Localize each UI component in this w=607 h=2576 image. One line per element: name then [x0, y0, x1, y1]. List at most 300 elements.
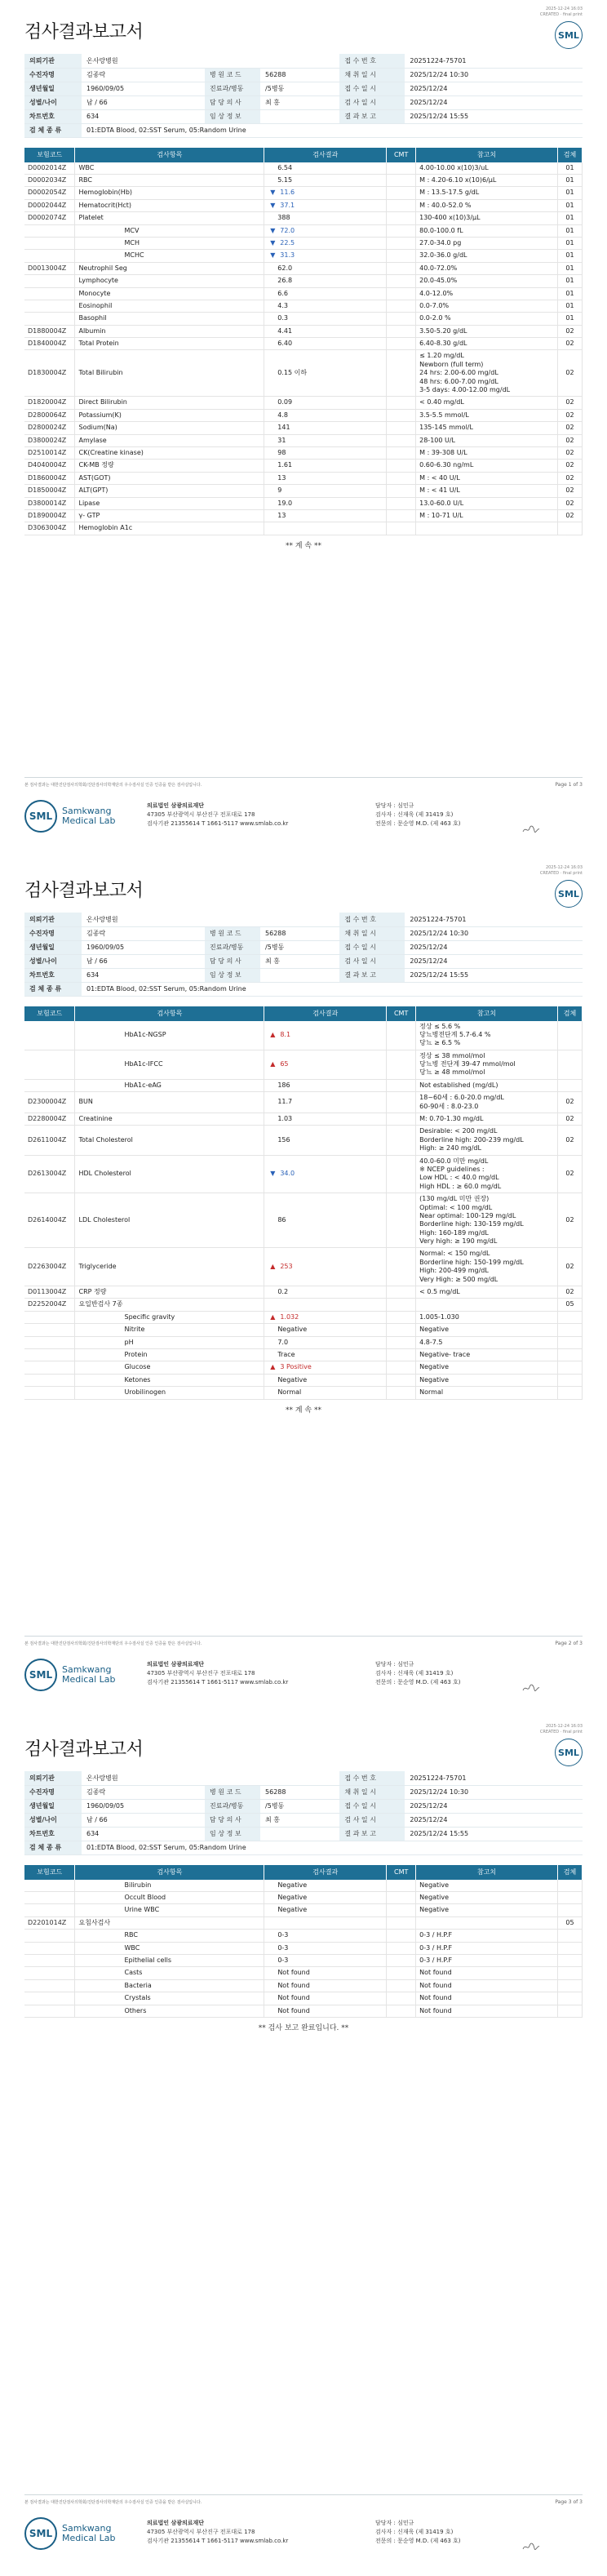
insurance-code: D2613004Z [24, 1155, 75, 1193]
signature-icon [522, 1683, 540, 1693]
specimen-code [557, 1904, 582, 1916]
reference-line: Desirable: < 200 mg/dL [419, 1127, 498, 1135]
certification-note: 본 검사결과는 대한진단검사의학회/진단검사의학재단의 우수검사실 인증 인증을 받은 검사실입니다. [24, 2500, 202, 2505]
test-name: Amylase [75, 434, 264, 446]
test-result-value: Trace [277, 1351, 295, 1358]
specimen-code: 02 [557, 485, 582, 497]
report-date-label: 결 과 보 고 [339, 968, 405, 982]
ward-code-label: 병 원 코 드 [205, 68, 260, 82]
col-ref: 참고치 [416, 148, 558, 162]
test-name: Monocyte [75, 287, 264, 300]
insurance-code [24, 1387, 75, 1399]
exam-date-value: 2025/12/24 [405, 1813, 583, 1827]
exam-date-value: 2025/12/24 [405, 954, 583, 968]
test-result-wrap [268, 398, 383, 406]
comment-cell [387, 187, 416, 199]
continuation-text: ** 계 속 ** [286, 1406, 321, 1415]
test-result-cell [264, 350, 387, 397]
test-result-wrap [268, 424, 383, 432]
continuation-text: ** 계 속 ** [286, 541, 321, 550]
test-result-value: 8.1 [280, 1030, 291, 1038]
test-name: MCV [75, 224, 264, 237]
test-name: Casts [75, 1967, 264, 1979]
insurance-code [24, 1311, 75, 1323]
specimen-code: 01 [557, 212, 582, 224]
collect-label: 채 취 일 시 [339, 926, 405, 940]
insurance-code: D3800024Z [24, 434, 75, 446]
reference-range [416, 1904, 558, 1916]
test-name: RBC [75, 175, 264, 187]
specimen-code: 01 [557, 262, 582, 274]
test-result-value: 31.3 [280, 251, 295, 260]
test-name: WBC [75, 1942, 264, 1954]
comment-cell [387, 175, 416, 187]
test-result-wrap [268, 1098, 383, 1106]
specimen-code: 01 [557, 250, 582, 262]
clinical-info-value [260, 109, 339, 123]
patient-name-value: 김종락 [82, 68, 205, 82]
test-result-value: 0-3 [277, 1931, 289, 1939]
specimen-label: 검 체 종 류 [24, 1841, 82, 1854]
collect-value: 2025/12/24 10:30 [405, 1785, 583, 1799]
reference-line: Negative [419, 1894, 450, 1901]
insurance-code: D2614004Z [24, 1193, 75, 1248]
page-footer [0, 1636, 607, 1717]
result-row [24, 1113, 583, 1126]
insurance-code: D1820004Z [24, 397, 75, 409]
comment-cell [387, 1050, 416, 1079]
test-result-value: Not found [277, 1994, 310, 2002]
test-result-cell [264, 1092, 387, 1113]
test-result-wrap [268, 314, 383, 322]
test-result-value: 11.6 [280, 189, 295, 197]
sml-logo-text: SML [558, 29, 579, 41]
ward-code-label: 병 원 코 드 [205, 926, 260, 940]
test-result-wrap [268, 202, 383, 210]
specimen-code [557, 1324, 582, 1336]
insurance-code: D2263004Z [24, 1248, 75, 1286]
reference-line: 4.0-12.0% [419, 289, 454, 297]
collect-value: 2025/12/24 10:30 [405, 926, 583, 940]
dept-value: /5병동 [260, 940, 339, 954]
reference-range [416, 338, 558, 350]
result-row [24, 422, 583, 434]
test-result-value: 86 [277, 1216, 286, 1224]
sml-logo-icon: SML [24, 1659, 57, 1691]
reference-range [416, 1336, 558, 1348]
test-result-wrap [268, 227, 383, 235]
report-date-label: 결 과 보 고 [339, 1827, 405, 1841]
col-name: 검사항목 [75, 148, 264, 162]
reference-range [416, 250, 558, 262]
receive-value: 2025/12/24 [405, 940, 583, 954]
insurance-code: D0002074Z [24, 212, 75, 224]
reference-range [416, 187, 558, 199]
patient-info-table [24, 1771, 583, 1855]
test-result-value: 65 [280, 1060, 289, 1068]
test-result-wrap [268, 1288, 383, 1296]
test-result-cell [264, 187, 387, 199]
logo-name-line-1: Samkwang [62, 805, 112, 816]
reference-range [416, 287, 558, 300]
report-page [0, 0, 607, 859]
test-name: HDL Cholesterol [75, 1155, 264, 1193]
test-result-cell [264, 237, 387, 249]
comment-cell [387, 300, 416, 312]
footer-logo [24, 1659, 116, 1691]
result-row [24, 224, 583, 237]
test-result-cell [264, 422, 387, 434]
sml-logo-icon [555, 880, 583, 908]
test-result-cell [264, 1361, 387, 1374]
test-name: Neutrophil Seg [75, 262, 264, 274]
insurance-code [24, 224, 75, 237]
lab-org-name: 의료법인 삼광의료재단 [147, 2520, 205, 2526]
reference-line: 0.60-6.30 ng/mL [419, 461, 474, 469]
test-result-value: 31 [277, 436, 286, 444]
comment-cell [387, 287, 416, 300]
low-flag-icon: ▼ [270, 226, 276, 234]
reference-line: 6.40-8.30 g/dL [419, 340, 467, 348]
specimen-code [557, 1079, 582, 1091]
reference-range [416, 1387, 558, 1399]
specimen-code: 02 [557, 397, 582, 409]
reference-line: 13.0-60.0 U/L [419, 499, 464, 507]
test-result-value: 0-3 [277, 1943, 289, 1952]
reference-line: High: 200-499 mg/dL [419, 1267, 489, 1275]
test-result-wrap [268, 1982, 383, 1990]
reference-line: Low HDL : < 40.0 mg/dL [419, 1174, 499, 1182]
specimen-code: 02 [557, 460, 582, 472]
test-result-value: 1.03 [277, 1115, 293, 1123]
reference-line: Negative [419, 1881, 450, 1889]
print-meta [540, 1724, 583, 1734]
test-result-wrap [268, 176, 383, 184]
col-result: 검사결과 [264, 1865, 387, 1880]
result-row [24, 1126, 583, 1155]
test-result-value: 0.2 [277, 1288, 289, 1296]
specimen-code [557, 1387, 582, 1399]
receipt-no-value: 20251224-75701 [405, 913, 583, 926]
test-result-value: Not found [277, 1969, 310, 1977]
logo-name-line-1: Samkwang [62, 1663, 112, 1675]
test-result-cell [264, 1979, 387, 1992]
reference-range [416, 1954, 558, 1966]
clinical-info-value [260, 1827, 339, 1841]
reference-line: Borderline high: 150-199 mg/dL [419, 1258, 524, 1266]
hospital-value: 온사랑병원 [82, 54, 339, 68]
reference-line: M : < 41 U/L [419, 486, 460, 495]
results-header-row [24, 1006, 583, 1021]
doctor-label: 담 당 의 사 [205, 954, 260, 968]
test-name: Lymphocyte [75, 275, 264, 287]
reference-line: 0-3 / H.P.F [419, 1956, 453, 1964]
test-name: CRP 정량 [75, 1286, 264, 1299]
report-title: 검사결과보고서 [24, 22, 144, 42]
specimen-code: 02 [557, 338, 582, 350]
lab-address-line: 47305 부산광역시 부산진구 전포대로 178 [147, 2528, 255, 2535]
test-name: CK(Creatine kinase) [75, 446, 264, 459]
staff-specialist: 전문의 : 문순영 M.D. (제 463 호) [375, 2537, 461, 2544]
insurance-code: D2510014Z [24, 446, 75, 459]
result-row [24, 1248, 583, 1286]
specimen-code: 02 [557, 422, 582, 434]
report-title: 검사결과보고서 [24, 881, 144, 901]
result-row [24, 1361, 583, 1374]
results-body [24, 1880, 583, 2018]
test-result-cell [264, 1021, 387, 1050]
reference-range [416, 1311, 558, 1323]
specimen-code: 01 [557, 237, 582, 249]
test-name: Ketones [75, 1374, 264, 1386]
high-flag-icon: ▲ [270, 1060, 276, 1068]
test-result-value: 141 [277, 424, 290, 432]
specimen-code: 02 [557, 325, 582, 337]
reference-line: Negative [419, 1906, 450, 1914]
insurance-code [24, 1954, 75, 1966]
insurance-code: D1850004Z [24, 485, 75, 497]
insurance-code [24, 1374, 75, 1386]
comment-cell [387, 199, 416, 211]
test-name: Crystals [75, 1992, 264, 2005]
reference-line: 당뇨 ≥ 6.5 % [419, 1039, 461, 1047]
reference-range [416, 199, 558, 211]
reference-range [416, 1126, 558, 1155]
test-name: ALT(GPT) [75, 485, 264, 497]
test-result-value: Negative [277, 1375, 308, 1383]
test-result-cell [264, 1942, 387, 1954]
sml-logo-icon [555, 21, 583, 49]
result-row [24, 325, 583, 337]
test-result-value: 19.0 [277, 499, 293, 507]
comment-cell [387, 1361, 416, 1374]
reference-range [416, 1155, 558, 1193]
comment-cell [387, 250, 416, 262]
sml-logo-icon [555, 1739, 583, 1766]
test-result-wrap [268, 1263, 383, 1271]
certification-note: 본 검사결과는 대한진단검사의학회/진단검사의학재단의 우수검사실 인증 인증을 받은 검사실입니다. [24, 1641, 202, 1646]
col-cmt: CMT [387, 148, 416, 162]
col-cmt: CMT [387, 1006, 416, 1021]
test-result-wrap [268, 1881, 383, 1890]
test-result-cell [264, 1126, 387, 1155]
test-name: Total Protein [75, 338, 264, 350]
hospital-value: 온사랑병원 [82, 1771, 339, 1785]
comment-cell [387, 1916, 416, 1929]
specimen-code: 05 [557, 1916, 582, 1929]
test-result-value: 0.15 이하 [277, 369, 308, 377]
receipt-no-value: 20251224-75701 [405, 1771, 583, 1785]
test-result-cell [264, 1904, 387, 1916]
hospital-label: 의뢰기관 [24, 1771, 82, 1785]
result-row [24, 250, 583, 262]
test-result-value: 186 [277, 1081, 290, 1089]
test-result-wrap [268, 264, 383, 273]
reference-line: High: 160-189 mg/dL [419, 1228, 489, 1237]
result-row [24, 1050, 583, 1079]
reference-range [416, 1930, 558, 1942]
test-result-cell [264, 1311, 387, 1323]
reference-line: Not found [419, 1994, 452, 2002]
receipt-no-label: 접 수 번 호 [339, 54, 405, 68]
lab-address [147, 2519, 288, 2546]
test-name: Occult Blood [75, 1892, 264, 1904]
reference-line: 0.0-2.0 % [419, 314, 451, 322]
specimen-code: 01 [557, 187, 582, 199]
dob-value: 1960/09/05 [82, 940, 205, 954]
receipt-no-value: 20251224-75701 [405, 54, 583, 68]
col-result: 검사결과 [264, 1006, 387, 1021]
insurance-code [24, 250, 75, 262]
col-cmt: CMT [387, 1865, 416, 1880]
comment-cell [387, 1967, 416, 1979]
col-name: 검사항목 [75, 1006, 264, 1021]
result-row [24, 1880, 583, 1892]
reference-range [416, 262, 558, 274]
reference-line: M : 13.5-17.5 g/dL [419, 189, 480, 197]
comment-cell [387, 1286, 416, 1299]
col-name: 검사항목 [75, 1865, 264, 1880]
dept-value: /5병동 [260, 82, 339, 95]
sex-age-value: 남 / 66 [82, 954, 205, 968]
comment-cell [387, 1193, 416, 1248]
reference-range [416, 422, 558, 434]
results-header-row [24, 1865, 583, 1880]
test-name: Bacteria [75, 1979, 264, 1992]
print-meta [540, 865, 583, 876]
insurance-code: D0002014Z [24, 162, 75, 175]
test-result-wrap [268, 277, 383, 285]
specimen-code [557, 1892, 582, 1904]
continuation-text: ** 검사 보고 완료입니다. ** [258, 2023, 349, 2032]
reference-range [416, 1324, 558, 1336]
collect-value: 2025/12/24 10:30 [405, 68, 583, 82]
test-result-wrap [268, 461, 383, 469]
print-meta-line: 2025-12-24 16:03 [545, 1724, 583, 1729]
results-body [24, 1021, 583, 1400]
test-name: Urobilinogen [75, 1387, 264, 1399]
patient-info-table [24, 913, 583, 997]
specimen-value: 01:EDTA Blood, 02:SST Serum, 05:Random Urine [82, 1841, 583, 1854]
result-row [24, 1079, 583, 1091]
reference-range [416, 1113, 558, 1126]
reference-range [416, 212, 558, 224]
specimen-code: 02 [557, 350, 582, 397]
reference-line: Borderline high: 130-159 mg/dL [419, 1220, 524, 1228]
comment-cell [387, 497, 416, 509]
print-meta-line: CREATED · final print [539, 1729, 583, 1734]
logo-text [62, 2524, 116, 2543]
dob-label: 생년월일 [24, 940, 82, 954]
reference-range [416, 350, 558, 397]
patient-name-label: 수진자명 [24, 68, 82, 82]
test-result-cell [264, 1954, 387, 1966]
result-row [24, 397, 583, 409]
comment-cell [387, 485, 416, 497]
receipt-no-label: 접 수 번 호 [339, 1771, 405, 1785]
reference-line: M : 10-71 U/L [419, 511, 463, 519]
chart-no-label: 차트번호 [24, 1827, 82, 1841]
insurance-code: D1880004Z [24, 325, 75, 337]
reference-line: 80.0-100.0 fL [419, 226, 463, 234]
test-result-wrap [268, 1956, 383, 1965]
comment-cell [387, 1336, 416, 1348]
test-result-wrap [268, 474, 383, 482]
test-name: Potassium(K) [75, 409, 264, 421]
reference-line: 3.50-5.20 g/dL [419, 326, 467, 335]
test-result-value: 6.40 [277, 340, 293, 348]
low-flag-icon: ▼ [270, 1170, 276, 1178]
logo-text [62, 806, 116, 826]
col-result: 검사결과 [264, 148, 387, 162]
footer-divider [24, 2494, 583, 2495]
insurance-code: D0013004Z [24, 262, 75, 274]
collect-label: 채 취 일 시 [339, 68, 405, 82]
test-result-value: 253 [280, 1263, 293, 1271]
test-result-value: 11.7 [277, 1098, 293, 1106]
test-result-value: 13 [277, 473, 286, 482]
reference-line: 60-90세 : 8.0-23.0 [419, 1102, 479, 1110]
test-result-cell [264, 1349, 387, 1361]
lab-org-name: 의료법인 삼광의료재단 [147, 802, 205, 809]
test-result-cell [264, 224, 387, 237]
comment-cell [387, 1930, 416, 1942]
insurance-code: D1840004Z [24, 338, 75, 350]
test-result-cell [264, 1079, 387, 1091]
test-result-value: 26.8 [277, 277, 293, 285]
test-result-value: Not found [277, 2006, 310, 2014]
reference-line: 3.5-5.5 mmol/L [419, 411, 469, 419]
test-name: BUN [75, 1092, 264, 1113]
specimen-code: 02 [557, 1286, 582, 1299]
test-name: LDL Cholesterol [75, 1193, 264, 1248]
reference-line: 40.0-60.0 미만 mg/dL [419, 1157, 489, 1165]
test-name: 요침사검사 [75, 1916, 264, 1929]
patient-name-label: 수진자명 [24, 1785, 82, 1799]
reference-line: Not found [419, 1969, 452, 1977]
test-result-wrap [268, 327, 383, 335]
specimen-code [557, 1050, 582, 1079]
sex-age-label: 성별/나이 [24, 95, 82, 109]
test-name: HbA1c-IFCC [75, 1050, 264, 1079]
test-result-cell [264, 313, 387, 325]
result-row [24, 313, 583, 325]
test-result-cell [264, 262, 387, 274]
logo-name-line-1: Samkwang [62, 2522, 112, 2534]
comment-cell [387, 460, 416, 472]
insurance-code [24, 237, 75, 249]
result-row [24, 2005, 583, 2017]
chart-no-value: 634 [82, 1827, 205, 1841]
specimen-label: 검 체 종 류 [24, 123, 82, 137]
staff-specialist: 전문의 : 문순영 M.D. (제 463 호) [375, 819, 461, 827]
reference-line: 4.8-7.5 [419, 1338, 443, 1346]
specimen-code: 02 [557, 1126, 582, 1155]
reference-line: < 0.5 mg/dL [419, 1288, 460, 1296]
specimen-code: 02 [557, 1155, 582, 1193]
specimen-code [557, 1374, 582, 1386]
lab-address [147, 1660, 288, 1687]
reference-line: Normal: < 150 mg/dL [419, 1250, 490, 1258]
results-table [24, 148, 583, 535]
clinical-info-label: 임 상 정 보 [205, 1827, 260, 1841]
staff-tester: 검사자 : 신재욱 (제 31419 호) [375, 811, 454, 818]
test-result-value: 62.0 [277, 264, 293, 272]
test-name: Bilirubin [75, 1880, 264, 1892]
insurance-code [24, 1892, 75, 1904]
test-result-cell [264, 199, 387, 211]
sml-logo-text: SML [558, 888, 579, 899]
